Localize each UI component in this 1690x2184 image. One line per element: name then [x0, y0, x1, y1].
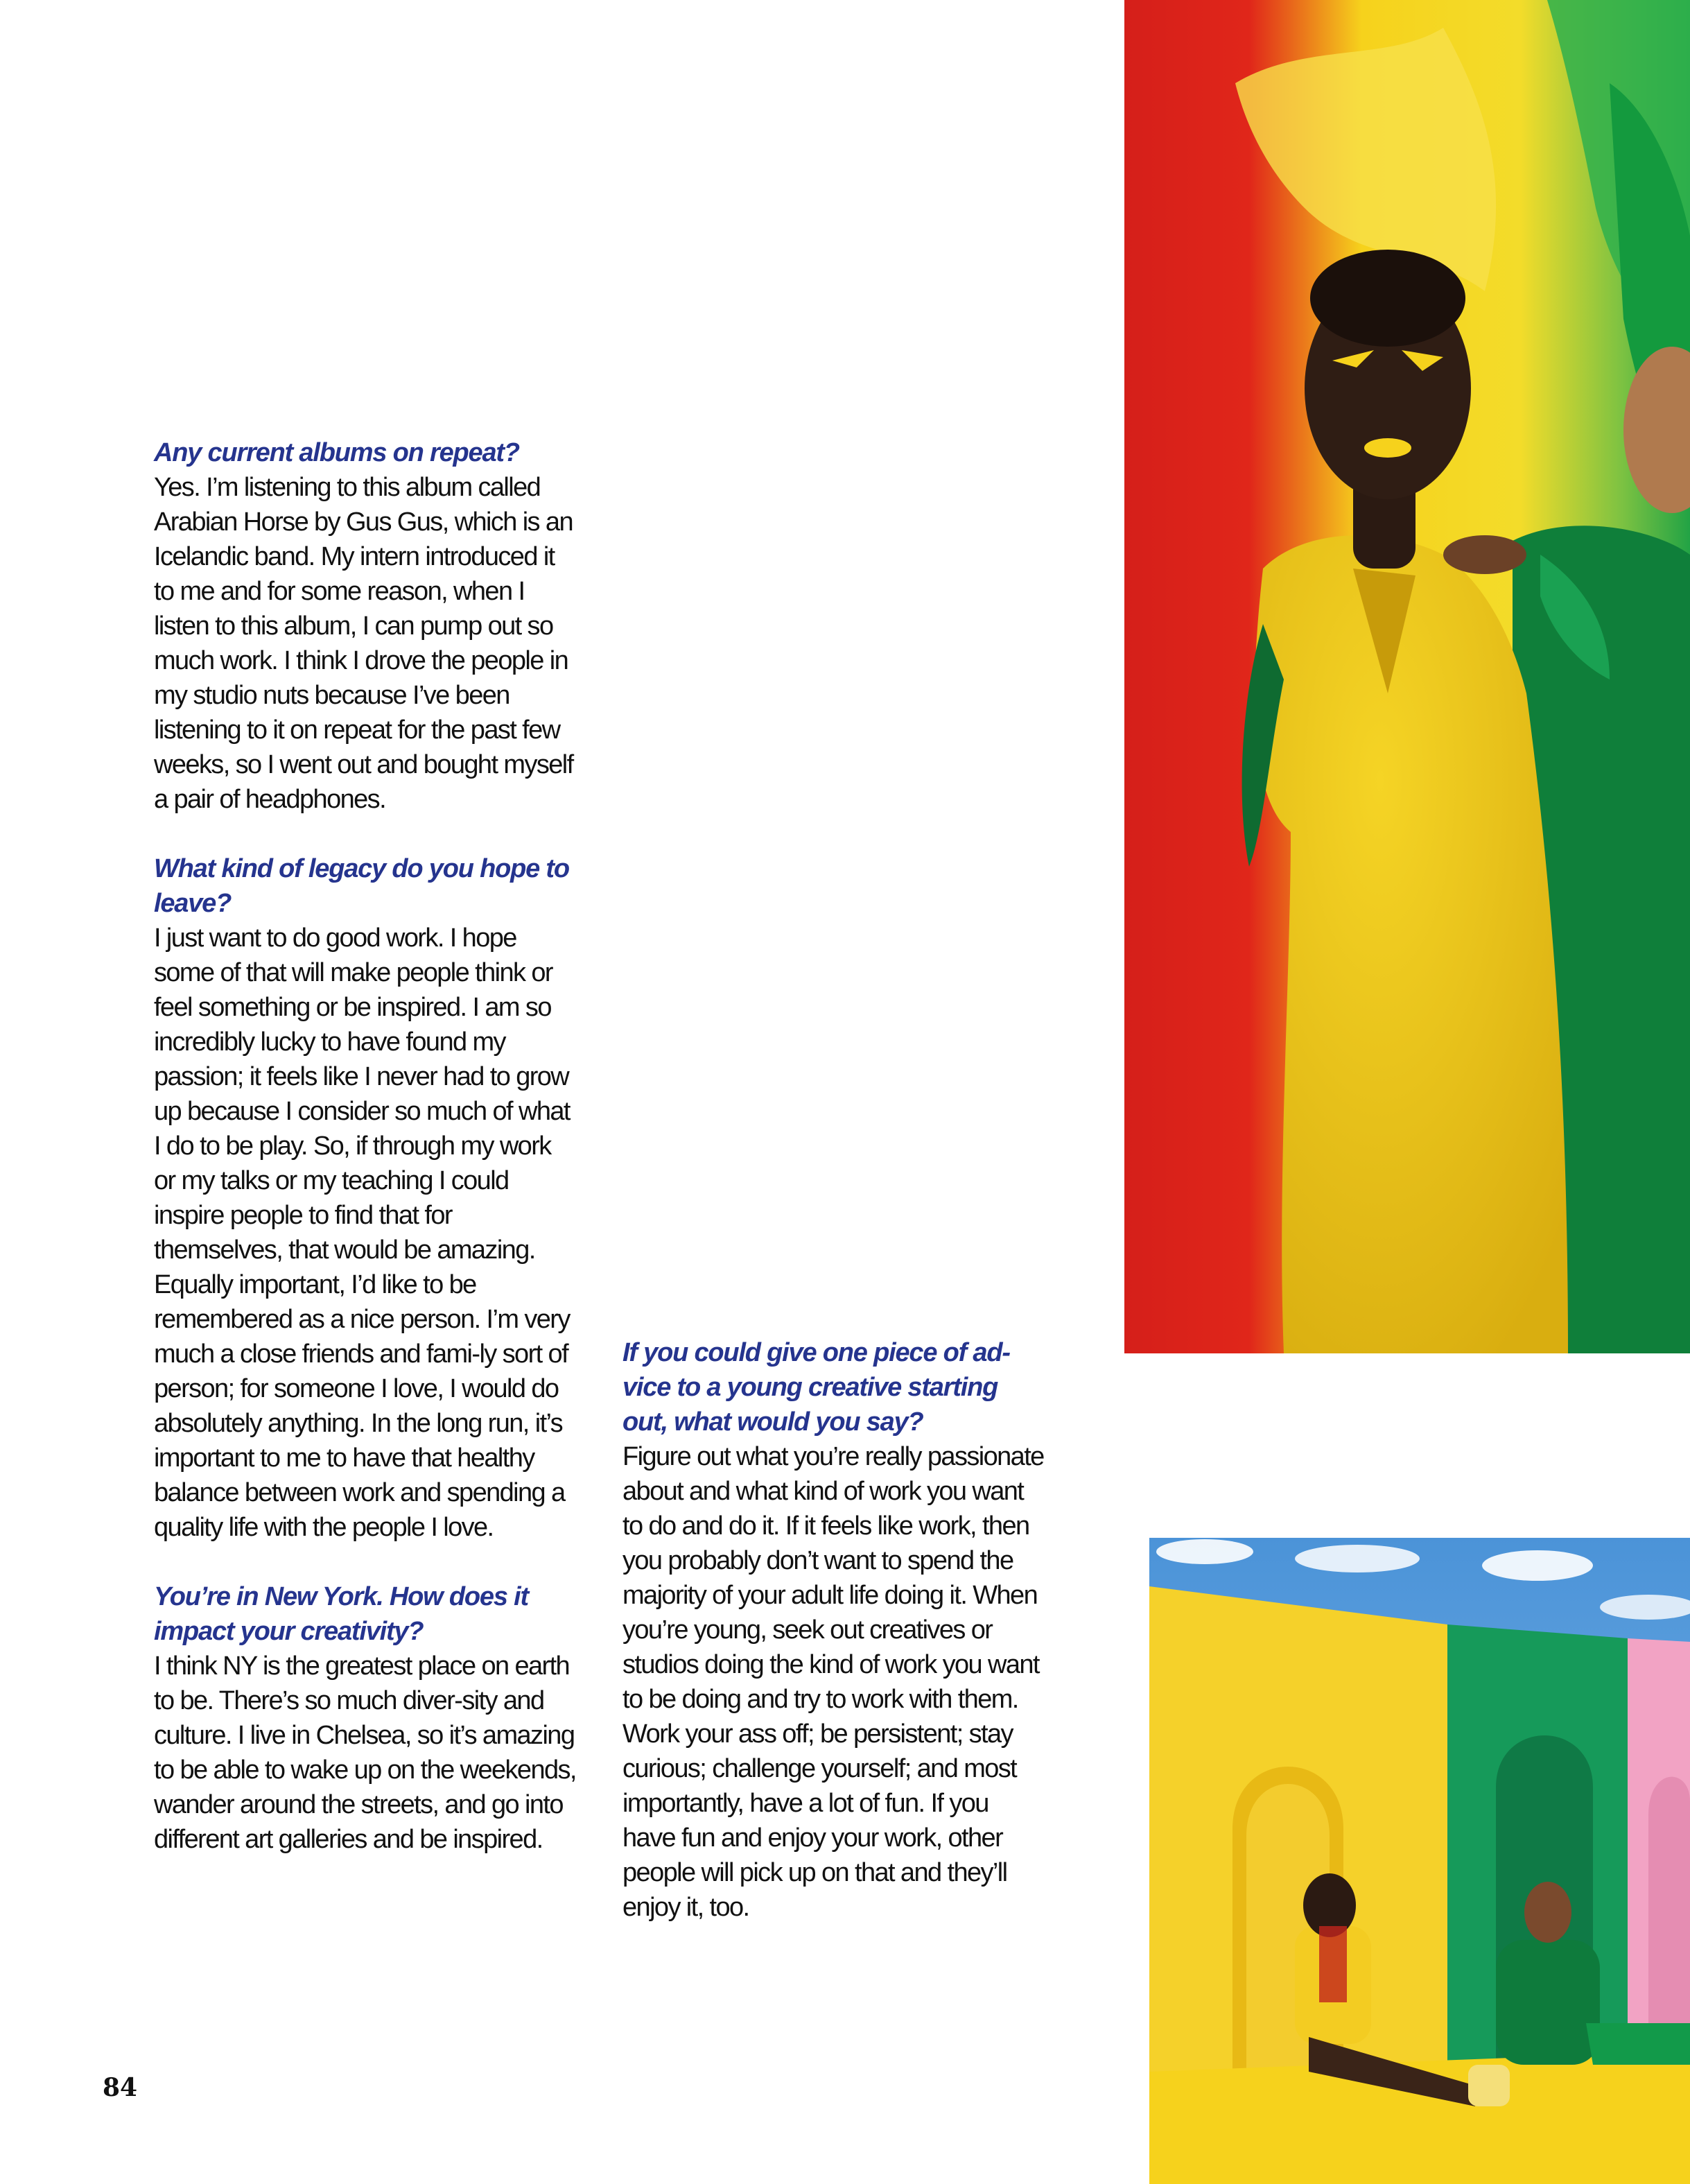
interview-answer: Yes. I’m listening to this album called Arabian Horse by Gus Gus, which is an Icelandic band. My intern introduced it to me and for some reason, when I listen to this album, I can pump out so much work. I think I drove the people in my studio nuts because I’ve been listening to it on repeat for the past few weeks, so I went out and bought myself a pair of headphones.: [154, 473, 573, 814]
arches-scene-photo: [1149, 1538, 1690, 2184]
interview-answer: I just want to do good work. I hope some of that will make people think or feel something or be inspired. I am so incredibly lucky to have found my passion; it feels like I never had to grow up because I consider so much of what I do to be play. So, if through my work or my talks or my teaching I could inspire people to find that for themselves, that would be amazing.: [154, 924, 570, 1265]
interview-answer: Figure out what you’re really passionate about and what kind of work you want to do and do it. If it feels like work, then you probably don’t want to spend the majority of your adult life doing it. When you’re young, seek out creatives or studios doing the kind of work you want to be doing and try to work with them. Work your ass off; be persistent; stay curious; challenge yourself; and most importantly, have a lot of fun. If you have fun and enjoy your work, other people will pick up on that and they’ll enjoy it, too.: [622, 1442, 1044, 1922]
article-column-right: [622, 1335, 1047, 1925]
page-number: 84: [103, 2073, 138, 2102]
article-column-left: [154, 435, 577, 1857]
interview-answer: I think NY is the greatest place on earth to be. There’s so much diver-sity and culture. I live in Chelsea, so it’s amazing to be able to wake up on the weekends, wander around the streets, and go into different art galleries and be inspired.: [154, 1652, 576, 1854]
interview-answer: Equally important, I’d like to be remembered as a nice person. I’m very much a close friends and fami-ly sort of person; for someone I love, I would do absolutely anything. In the long run, it’s important to me to have that healthy balance between work and spending a quality life with the people I love.: [154, 1270, 570, 1542]
interview-question: Any current albums on repeat?: [154, 438, 519, 467]
interview-question: If you could give one piece of ad-vice to a young creative starting out, what would you say?: [622, 1338, 1010, 1437]
interview-question: What kind of legacy do you hope to leave?: [154, 854, 569, 918]
interview-question: You’re in New York. How does it impact your creativity?: [154, 1582, 528, 1646]
fashion-portrait-photo: [1124, 0, 1690, 1353]
